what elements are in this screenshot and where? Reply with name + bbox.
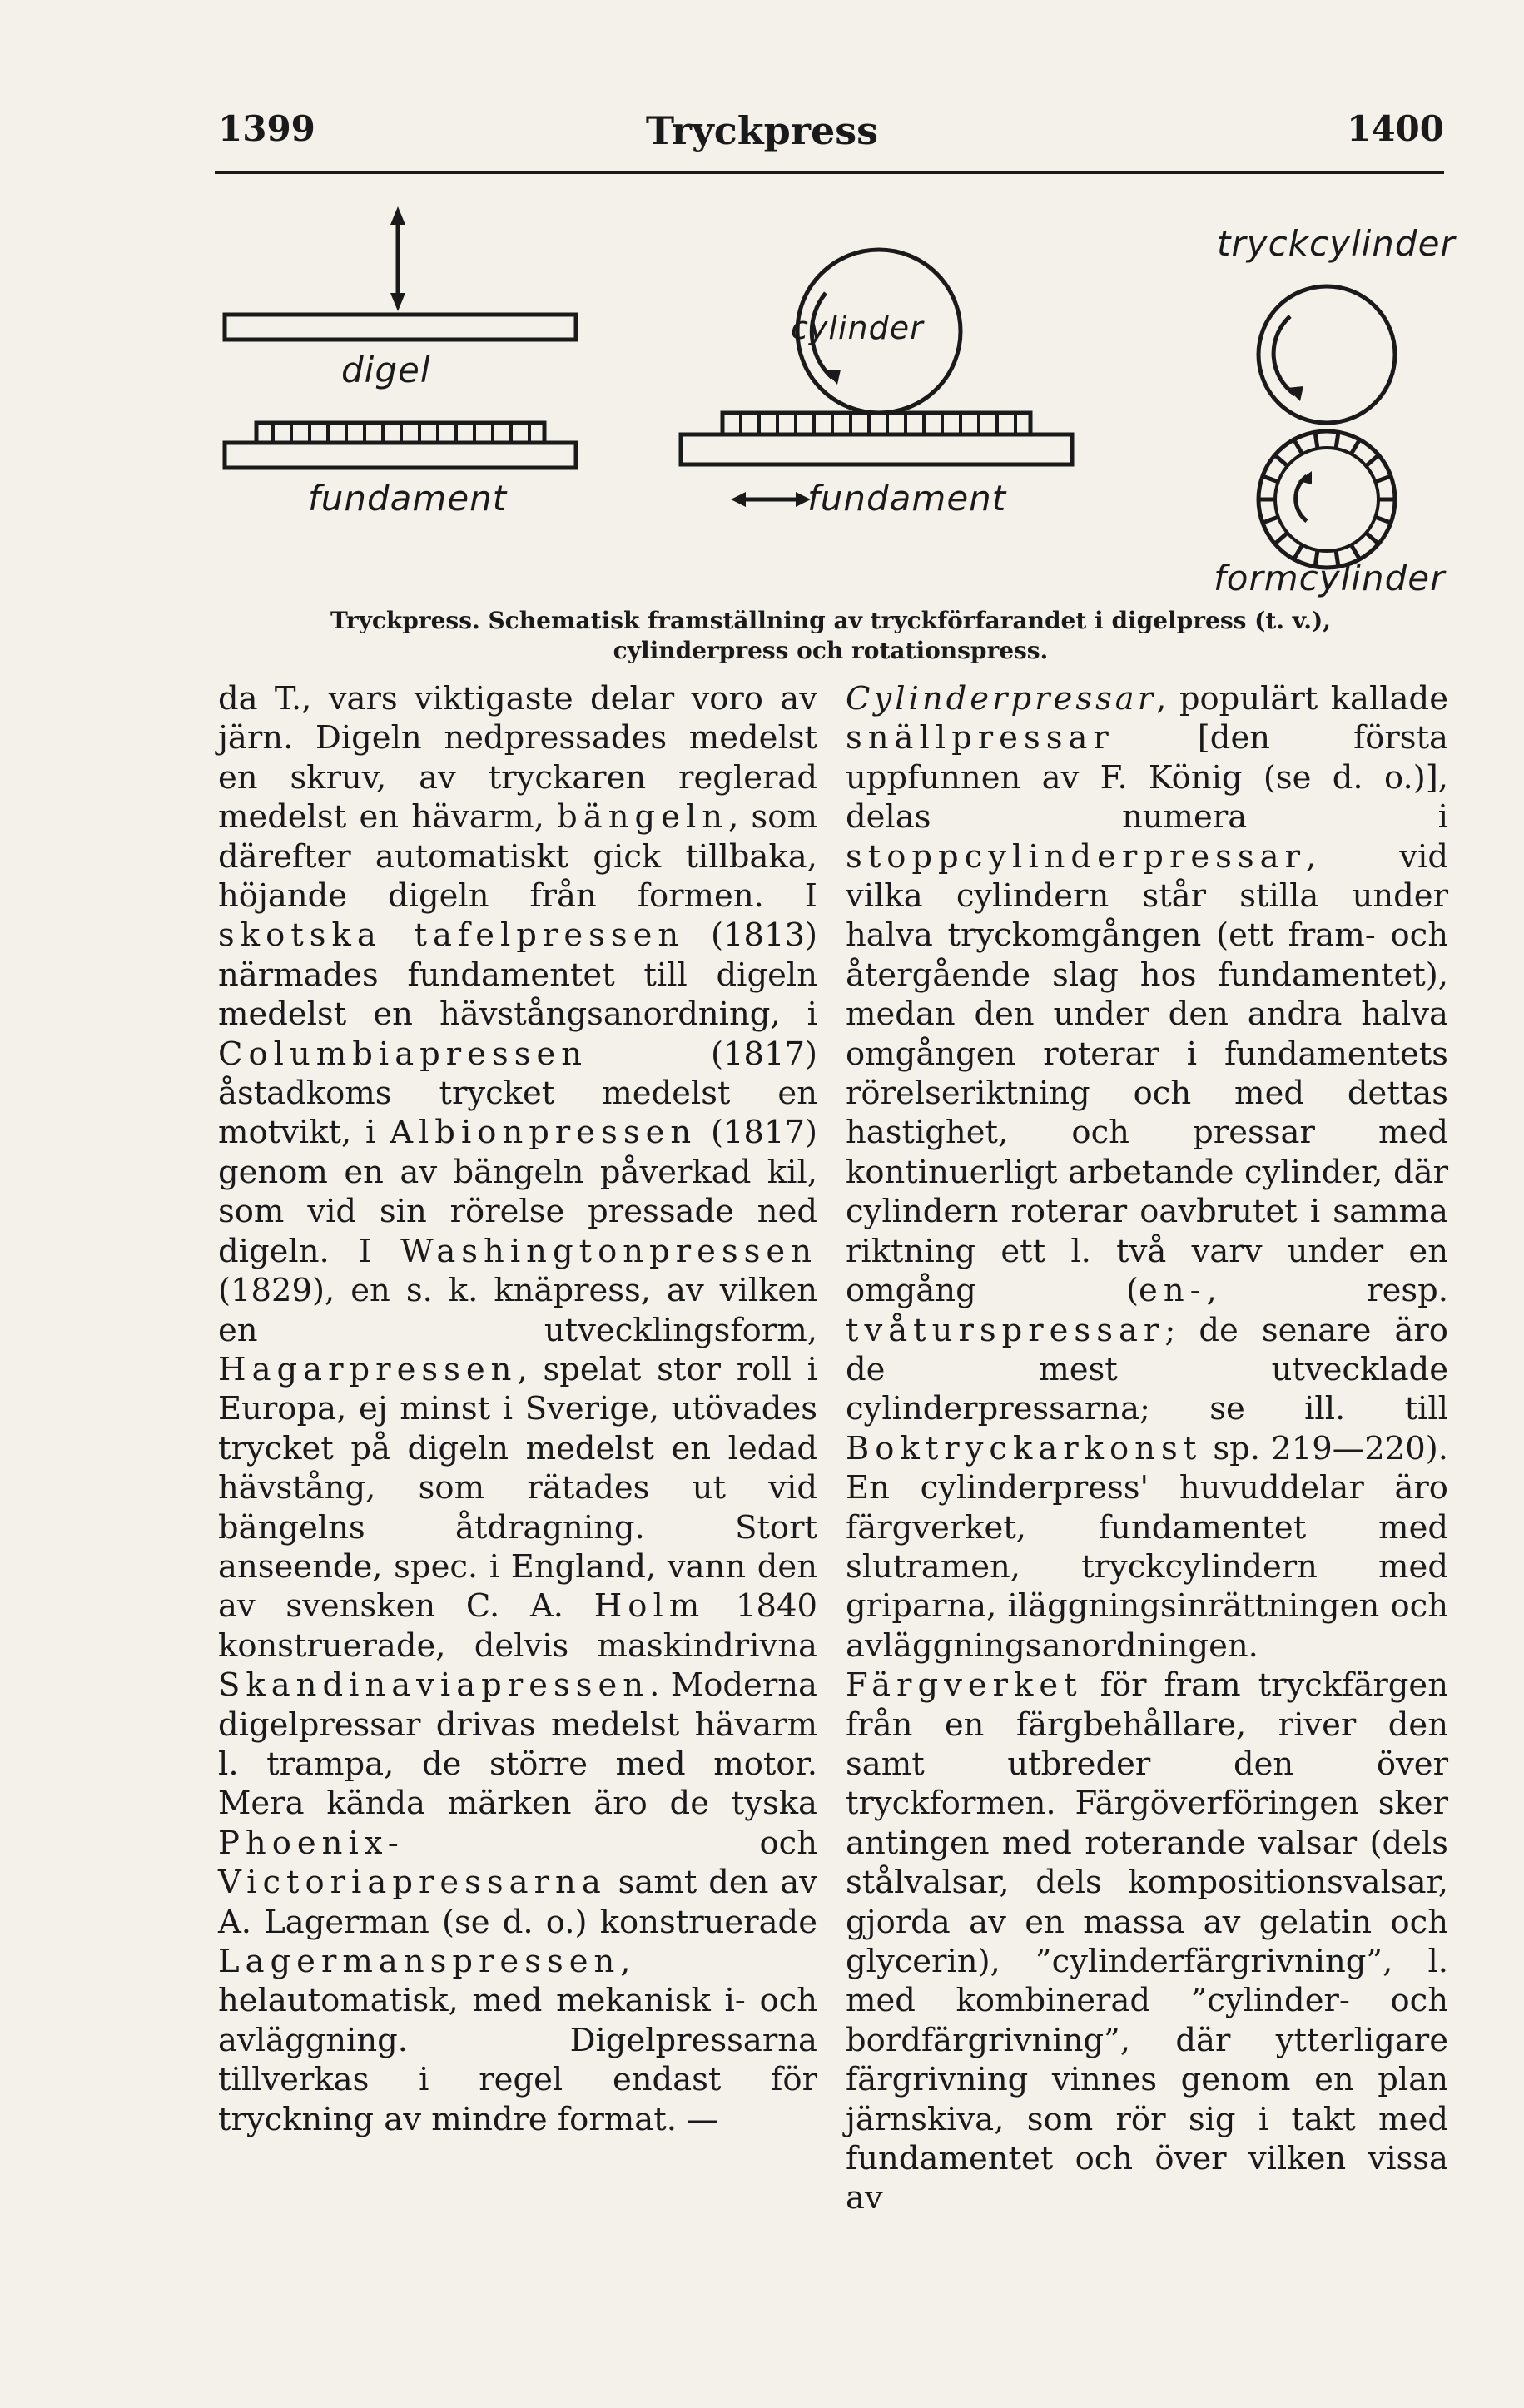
label-cylinder: cylinder [791,310,924,346]
cylinder-type-form [722,413,1030,434]
term-tvaturspressar: tvåturspressar [846,1311,1165,1349]
type-form-ticks [273,423,529,443]
cylinder-rotation-arrowhead [824,370,841,385]
cylinder-press-illustration [681,250,1072,507]
term-holm: Holm [593,1587,706,1626]
pressure-arrow-up [390,206,405,225]
impression-cylinder-rotary [1258,286,1395,423]
page-title: Tryckpress [645,108,879,153]
term-columbiapressen: Columbiapressen [218,1035,588,1073]
left-column [218,679,817,2139]
term-phoenix: Phoenix- [218,1824,405,1862]
caption-line-1: Tryckpress. Schematisk framställning av tryckförfarandet i digelpress (t. v.), [330,607,1331,634]
term-hagarpressen: Hagarpressen [218,1350,518,1388]
right-column [846,679,1448,2218]
term-en: en- [1139,1272,1207,1310]
term-victoriapressarna: Victoriapressarna [218,1864,607,1902]
cylinder-bed-bar [681,434,1072,464]
label-tryckcylinder: tryckcylinder [1217,223,1456,264]
term-skotska-tafelpressen: skotska tafelpressen [218,916,685,955]
label-digel: digel [341,350,431,390]
upper-rotation-arc [1273,316,1295,395]
term-snaellpressar: snällpressar [846,719,1114,757]
platen-bar [225,315,576,340]
press-diagram [215,191,1456,608]
label-fundament-center: fundament [807,478,1007,519]
term-washingtonpressen: Washingtonpressen [400,1232,817,1270]
page-number-right: 1400 [1347,108,1444,149]
plate-cylinder [1258,431,1395,568]
term-lagermanspressen: Lagermanspressen [218,1943,621,1980]
term-boktryckarkonst: Boktryckarkonst [846,1429,1203,1467]
term-albionpressen: Albionpressen [390,1114,697,1152]
left-paragraph: da T., vars viktigaste delar voro av järn. Digeln nedpressades medelst en skruv, av tryckaren reglerad medelst en hävarm, bängeln, som därefter automatiskt gick tillbaka, höjande digeln från formen. I skotska tafelpressen (1813) närmades fundamentet till digeln medelst en hävstångsanordning, i Columbiapressen (1817) åstadkoms trycket medelst en motvikt, i Albionpressen (1817) genom en av bängeln påverkad kil, som vid sin rörelse pressade ned digeln. I Washingtonpressen (1829), en s. k. knäpress, av vilken en utvecklingsform, Hagarpressen, spelat stor roll i Europa, ej minst i Sverige, utövades trycket på digeln medelst en ledad hävstång, som rätades ut vid bängelns åtdragning. Stort anseende, spec. i England, vann den av svensken C. A. Holm 1840 konstruerade, delvis maskindrivna Skandinaviapressen. Moderna digelpressar drivas medelst hävarm l. trampa, de större med motor. Mera kända märken äro de tyska Phoenix- och Victoriapressarna samt den av A. Lagerman (se d. o.) konstruerade Lagermanspressen, helautomatisk, med mekanisk i- och avläggning. Digelpressarna tillverkas i regel endast för tryckning av mindre format. — [218,680,818,2138]
header-rule [215,171,1444,174]
bed-bar [225,443,576,468]
cylinder-type-ticks [741,413,1015,434]
label-formcylinder: formcylinder [1214,558,1446,598]
term-baengeln: bängeln [557,798,729,837]
page-number-left: 1399 [218,108,315,149]
rotary-press-illustration [1258,286,1395,568]
lower-rotation-arc [1296,476,1307,521]
plate-cylinder-inner [1275,448,1378,551]
term-faergverket: Färgverket [846,1666,1083,1705]
term-stoppcylinderpressar: stoppcylinderpressar [846,837,1306,876]
term-cylinderpressar: Cylinderpressar [846,680,1157,717]
label-fundament-left: fundament [308,478,508,519]
term-skandinaviapressen: Skandinaviapressen [218,1666,650,1705]
right-paragraph: Cylinderpressar, populärt kallade snällpressar [den första uppfunnen av F. König (se d. o.)], delas numera i stoppcylinderpressar, vid vilka cylindern står stilla under halva tryckomgången (ett fram- och återgående slag hos fundamentet), medan den under den andra halva omgången roterar i fundamentets rörelseriktning och med dettas hastighet, och pressar med kontinuerligt arbetande cylinder, där cylindern roterar oavbrutet i samma riktning ett l. två varv under en omgång (en-, resp. tvåturspressar; de senare äro de mest utvecklade cylinderpressarna; se ill. till Boktryckarkonst sp. 219—220). En cylinderpress' huvuddelar äro färgverket, fundamentet med slutramen, tryckcylindern med griparna, iläggningsinrättningen och avläggningsanordningen. Färgverket för fram tryckfärgen från en färgbehållare, river den samt utbreder den över tryckformen. Färgöverföringen sker antingen med roterande valsar (dels stålvalsar, dels kompositionsvalsar, gjorda av en massa av gelatin och glycerin), ”cylinderfärgrivning”, l. med kombinerad ”cylinder- och bordfärgrivning”, där ytterligare färgrivning vinnes genom en plan järnskiva, som rör sig i takt med fundamentet och över vilken vissa av [846,680,1449,2217]
caption-line-2: cylinderpress och rotationspress. [613,637,1049,664]
pressure-arrow-down [390,293,405,311]
figure-caption [215,606,1447,666]
